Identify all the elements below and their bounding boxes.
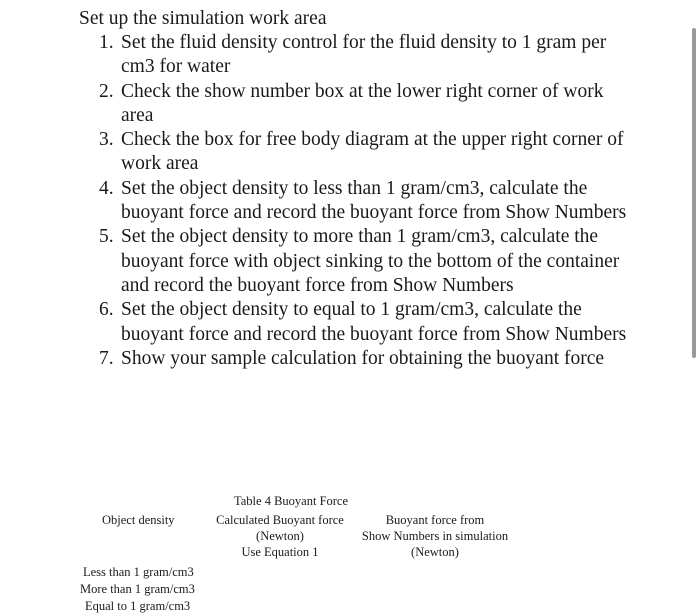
table-row-label: More than 1 gram/cm3 xyxy=(80,582,195,596)
table-row-label: Less than 1 gram/cm3 xyxy=(83,565,194,579)
step-text: Set the object density to less than 1 gram/cm3, calculate the buoyant force and record the buoyant force from Show Numbers xyxy=(121,177,627,224)
step-number: 4. xyxy=(99,177,114,199)
step-number: 5. xyxy=(99,226,114,248)
step-number: 6. xyxy=(99,299,114,321)
step-text: Set the fluid density control for the fluid density to 1 gram per cm3 for water xyxy=(121,32,607,78)
column-header-line: (Newton) xyxy=(411,545,459,559)
column-header-line: (Newton) xyxy=(256,529,304,543)
table-row-label: Equal to 1 gram/cm3 xyxy=(85,599,191,613)
step-number: 1. xyxy=(99,32,114,53)
section-heading: Set up the simulation work area xyxy=(79,8,327,29)
step-text: Set the object density to equal to 1 gram/cm3, calculate the buoyant force and record the buoyant force from Show Numbers xyxy=(121,299,627,345)
step-number: 7. xyxy=(99,347,114,369)
column-header-calculated xyxy=(206,512,354,560)
step-number: 2. xyxy=(99,80,114,102)
column-header-line: Show Numbers in simulation xyxy=(361,529,509,543)
vertical-scrollbar[interactable] xyxy=(692,28,696,358)
column-header-object-density: Object density xyxy=(102,513,175,527)
column-header-simulation xyxy=(349,512,521,560)
step-number: 3. xyxy=(99,129,114,151)
table-caption: Table 4 Buoyant Force xyxy=(234,494,349,508)
column-header-line: Use Equation 1 xyxy=(241,545,319,559)
step-text: Check the show number box at the lower right corner of work area xyxy=(121,80,604,126)
step-text: Check the box for free body diagram at the upper right corner of work area xyxy=(121,129,624,175)
step-text: Set the object density to more than 1 gram/cm3, calculate the buoyant force with object sinking to the bottom of the container and record the buoyant force from Show Numbers xyxy=(121,226,620,296)
column-header-line: Buoyant force from xyxy=(385,513,485,527)
step-text: Show your sample calculation for obtaining the buoyant force xyxy=(121,347,605,369)
column-header-line: Calculated Buoyant force xyxy=(216,513,344,527)
